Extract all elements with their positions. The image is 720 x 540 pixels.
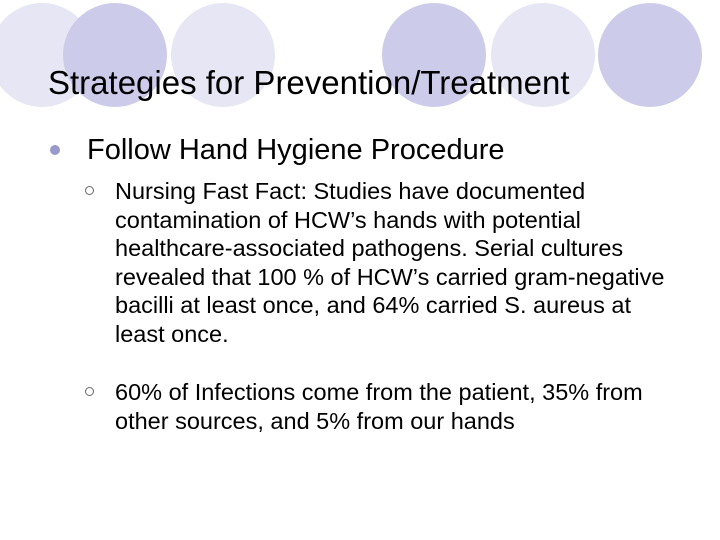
slide-title: Strategies for Prevention/Treatment <box>48 64 570 101</box>
sub-bullet-text: 60% of Infections come from the patient, 35% from other sources, and 5% from our hands <box>115 379 643 434</box>
sub-bullet-text: Nursing Fast Fact: Studies have documented contamination of HCW’s hands with potential healthcare-associated pathogens. Serial cultures revealed that 100 % of HCW’s carried gram-negative bacilli at least once, and 64% carried S. aureus at least once. <box>115 178 665 347</box>
hollow-bullet-icon <box>85 387 94 396</box>
hollow-bullet-icon <box>85 186 94 195</box>
bullet-dot-icon <box>50 145 60 155</box>
bullet-text: Follow Hand Hygiene Procedure <box>87 134 505 166</box>
